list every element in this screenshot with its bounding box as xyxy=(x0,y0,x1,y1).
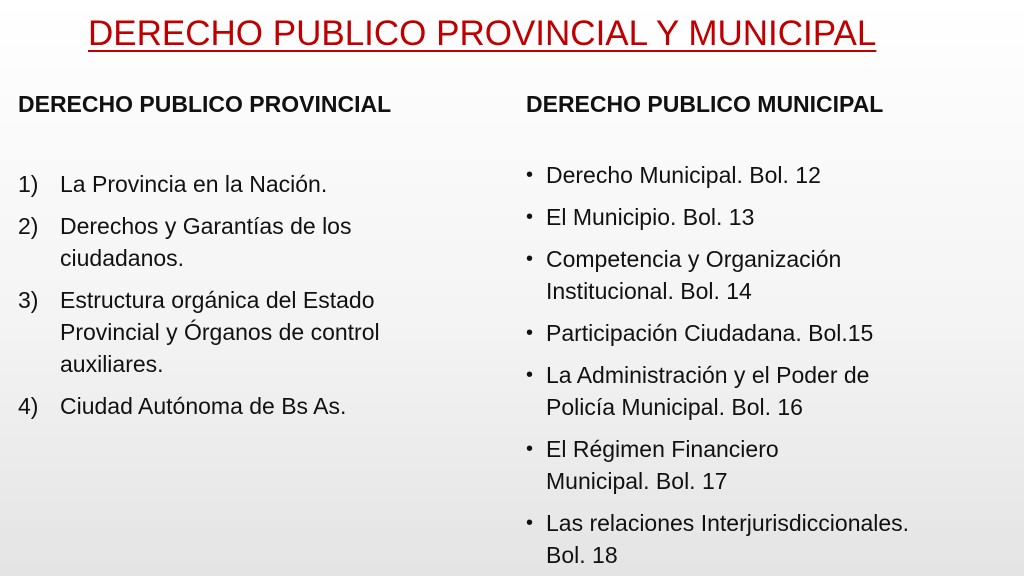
list-number: 1) xyxy=(18,171,39,197)
list-item xyxy=(18,168,488,200)
list-item xyxy=(18,284,475,380)
left-column-heading: DERECHO PUBLICO PROVINCIAL xyxy=(18,91,392,117)
list-item-text: La Administración y el Poder de Policía Municipal. Bol. 16 xyxy=(546,362,870,420)
list-number: 4) xyxy=(18,393,39,419)
bullet-icon: • xyxy=(526,438,534,460)
list-item xyxy=(526,159,1016,191)
list-item-text: La Provincia en la Nación. xyxy=(60,171,328,197)
list-item xyxy=(526,243,896,307)
list-item xyxy=(18,210,420,274)
list-item-text: Derechos y Garantías de los ciudadanos. xyxy=(60,213,352,271)
bullet-icon: • xyxy=(526,364,534,386)
list-item xyxy=(526,507,916,571)
bullet-icon: • xyxy=(526,512,534,534)
list-item-text: Competencia y Organización Institucional. Bol. 14 xyxy=(546,246,842,304)
list-item xyxy=(18,390,488,422)
list-item-text: Derecho Municipal. Bol. 12 xyxy=(546,162,821,188)
bullet-icon: • xyxy=(526,322,534,344)
list-item-text: El Municipio. Bol. 13 xyxy=(546,204,755,230)
right-column-heading: DERECHO PUBLICO MUNICIPAL xyxy=(526,91,884,117)
provincial-list xyxy=(18,168,488,422)
list-item-text: Estructura orgánica del Estado Provincial y Órganos de control auxiliares. xyxy=(60,287,380,377)
list-item xyxy=(526,359,936,423)
list-item xyxy=(526,317,1016,349)
list-number: 2) xyxy=(18,213,39,239)
slide-title: DERECHO PUBLICO PROVINCIAL Y MUNICIPAL xyxy=(88,14,877,53)
list-item-text: Las relaciones Interjurisdiccionales. Bol. 18 xyxy=(546,510,910,568)
list-item-text: El Régimen Financiero Municipal. Bol. 17 xyxy=(546,436,779,494)
list-item-text: Ciudad Autónoma de Bs As. xyxy=(60,393,347,419)
list-item xyxy=(526,201,1016,233)
bullet-icon: • xyxy=(526,206,534,228)
right-column xyxy=(526,86,1016,581)
list-item xyxy=(526,433,846,497)
bullet-icon: • xyxy=(526,248,534,270)
municipal-list xyxy=(526,159,1016,571)
left-column xyxy=(18,86,488,432)
list-item-text: Participación Ciudadana. Bol.15 xyxy=(546,320,874,346)
list-number: 3) xyxy=(18,287,39,313)
bullet-icon: • xyxy=(526,164,534,186)
